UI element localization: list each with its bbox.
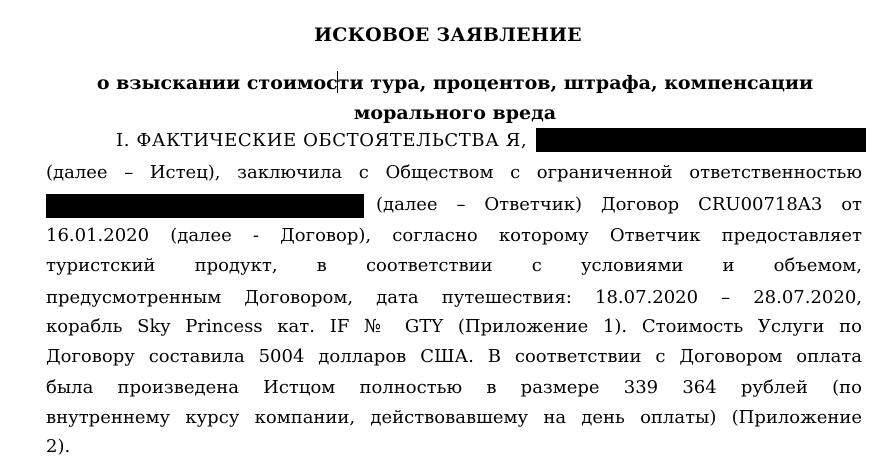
redacted-name-block [536,128,866,152]
body-line-1: (далее – Истец), заключила с Обществом с ограниченной ответственностью [46,162,862,183]
section-heading: I. ФАКТИЧЕСКИЕ ОБСТОЯТЕЛЬСТВА Я, [116,130,528,151]
redacted-company-block [46,194,364,218]
subtitle-line-2: морального вреда [353,102,557,124]
document-subtitle [60,68,850,128]
document-title: ИСКОВОЕ ЗАЯВЛЕНИЕ [314,24,582,46]
body-line-5: предусмотренным Договором, дата путешествия: 18.07.2020 – 28.07.2020, [46,287,862,308]
body-line-9: внутреннему курсу компании, действовавшему на день оплаты) (Приложение [46,407,862,428]
section-heading-line [116,127,864,155]
body-line-4: туристский продукт, в соответствии с условиями и объемом, [46,255,862,276]
body-line-3: 16.01.2020 (далее - Договор), согласно которому Ответчик предоставляет [46,225,862,246]
body-line-10: 2). [46,436,71,457]
body-line-8: была произведена Истцом полностью в размере 339 364 рублей (по [46,377,862,398]
body-line-7: Договору составила 5004 долларов США. В соответствии с Договором оплата [46,346,862,367]
body-line-2-container [46,191,862,219]
subtitle-text-end: ти тура, процентов, штрафа, компенсации [337,72,814,94]
body-line-2: (далее – Ответчик) Договор CRU00718A3 от [376,194,862,215]
subtitle-text-start: о взыскании стоимос [96,72,338,94]
body-line-6: корабль Sky Princess кат. IF № GTY (Приложение 1). Стоимость Услуги по [46,316,862,337]
